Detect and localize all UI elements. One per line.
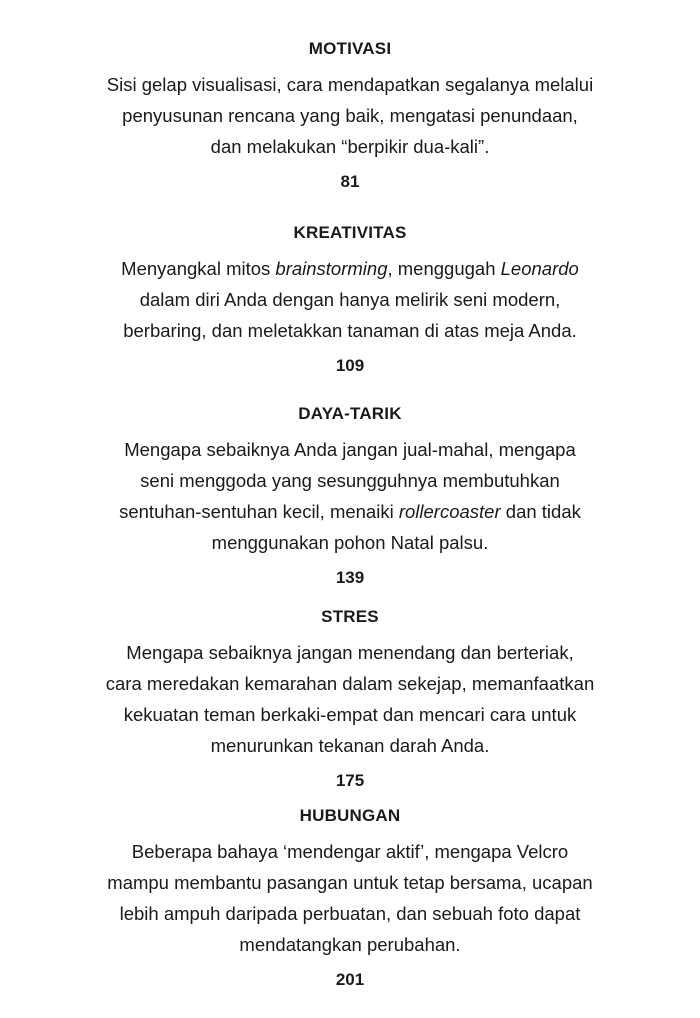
description-line: berbaring, dan meletakkan tanaman di atas meja Anda.	[123, 320, 577, 341]
italic-term: Leonardo	[500, 258, 579, 279]
description-line: cara meredakan kemarahan dalam sekejap, memanfaatkan	[105, 673, 595, 694]
description-line	[60, 496, 640, 527]
description-line: penyusunan rencana yang baik, mengatasi penundaan,	[122, 105, 578, 126]
description-line: menggunakan pohon Natal palsu.	[211, 532, 489, 553]
section-heading: HUBUNGAN	[299, 806, 401, 825]
page-number: 139	[335, 568, 365, 587]
section-heading: MOTIVASI	[308, 39, 392, 58]
text-run: dan tidak	[500, 501, 581, 522]
toc-entry-daya-tarik	[60, 403, 640, 589]
toc-entry-stres	[60, 606, 640, 792]
description-line: Sisi gelap visualisasi, cara mendapatkan segalanya melalui	[106, 74, 594, 95]
section-heading: STRES	[321, 607, 379, 626]
text-run: sentuhan-sentuhan kecil, menaiki	[119, 501, 399, 522]
page-number: 201	[335, 970, 365, 989]
section-heading: DAYA-TARIK	[298, 404, 402, 423]
description-line: lebih ampuh daripada perbuatan, dan sebuah foto dapat	[119, 903, 581, 924]
toc-entry-hubungan	[60, 805, 640, 991]
description-line: mampu membantu pasangan untuk tetap bersama, ucapan	[107, 872, 593, 893]
page-number: 81	[340, 172, 360, 191]
page-number: 175	[335, 771, 365, 790]
description-line: menurunkan tekanan darah Anda.	[210, 735, 490, 756]
text-run: Menyangkal mitos	[121, 258, 276, 279]
description-line: Mengapa sebaiknya jangan menendang dan berteriak,	[126, 642, 574, 663]
description-line: Beberapa bahaya ‘mendengar aktif’, mengapa Velcro	[131, 841, 569, 862]
page-number: 109	[335, 356, 365, 375]
text-run: , menggugah	[387, 258, 501, 279]
italic-term: brainstorming	[275, 258, 388, 279]
description-line: kekuatan teman berkaki-empat dan mencari cara untuk	[123, 704, 577, 725]
toc-entry-kreativitas	[60, 222, 640, 377]
section-heading: KREATIVITAS	[293, 223, 407, 242]
description-line	[60, 253, 640, 284]
description-line: seni menggoda yang sesungguhnya membutuhkan	[140, 470, 560, 491]
description-line: dan melakukan “berpikir dua-kali”.	[210, 136, 490, 157]
description-line: mendatangkan perubahan.	[239, 934, 461, 955]
description-line: Mengapa sebaiknya Anda jangan jual-mahal, mengapa	[124, 439, 576, 460]
italic-term: rollercoaster	[398, 501, 501, 522]
description-line: dalam diri Anda dengan hanya melirik seni modern,	[139, 289, 561, 310]
toc-entry-motivasi	[60, 38, 640, 193]
